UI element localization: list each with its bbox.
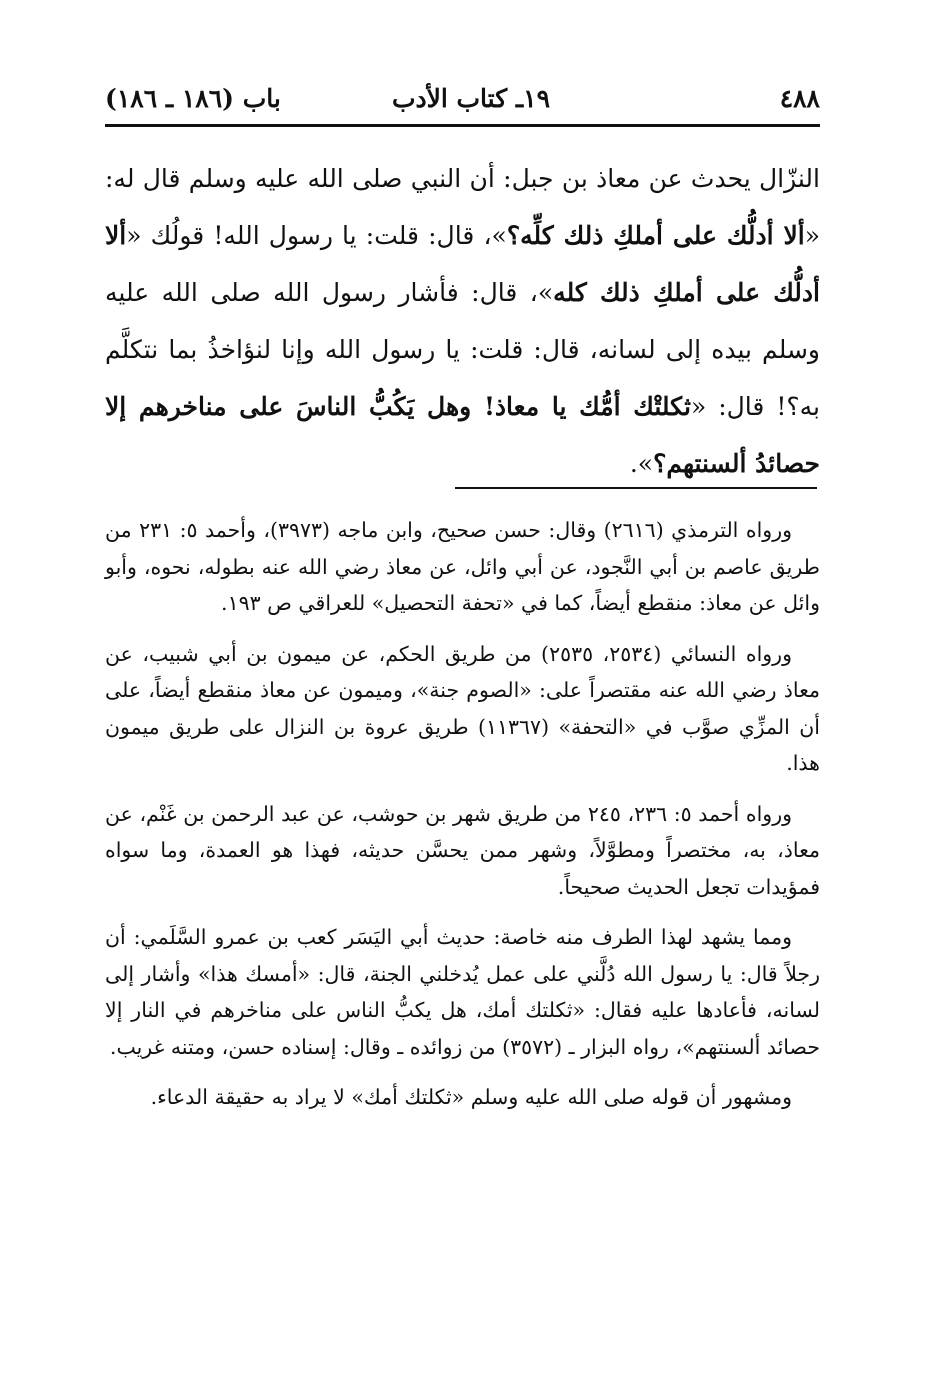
footnote-paragraph: ورواه أحمد ٥: ٢٣٦، ٢٤٥ من طريق شهر بن حوشب، عن عبد الرحمن بن غَنْم، عن معاذ، به، مختصراً ومطوَّلاً، وشهر ممن يحسَّن حديثه، فهذا هو العمدة، وما سواه فمؤيدات تجعل الحديث صحيحاً. (105, 801, 820, 899)
running-header (105, 80, 820, 120)
footnote-paragraph: ورواه النسائي (٢٥٣٤، ٢٥٣٥) من طريق الحكم، عن ميمون بن أبي شبيب، عن معاذ رضي الله عنه مقتصراً على: «الصوم جنة»، وميمون عن معاذ منقطع أيضاً، على أن المزِّي صوَّب في «التحفة» (١١٣٦٧) طريق عروة بن النزال على طريق ميمون هذا. (105, 641, 821, 775)
hadith-quote: ألا أدلُّك على أملكِ ذلك كله (105, 221, 821, 307)
hadith-quote: ألا أدلُّك على أملكِ ذلك كلِّه؟ (506, 221, 805, 250)
footnote-separator (455, 487, 817, 489)
main-text-segment: »، قال: فأشار رسول الله صلى الله عليه وسلم بيده إلى لسانه، قال: قلت: يا رسول الله وإنا لنؤاخذُ بما نتكلَّم به؟! قال: « (105, 278, 820, 421)
footnotes (105, 512, 820, 1130)
footnote-paragraph: ورواه الترمذي (٢٦١٦) وقال: حسن صحيح، وابن ماجه (٣٩٧٣)، وأحمد ٥: ٢٣١ من طريق عاصم بن أبي النَّجود، عن أبي وائل، عن معاذ رضي الله عنه بطوله، نحوه، وأبو وائل عن معاذ: منقطع أيضاً، كما في «تحفة التحصيل» للعراقي ص ١٩٣. (105, 518, 820, 615)
main-text-segment: »، قال: قلت: يا رسول الله! قولُك « (126, 221, 507, 250)
main-hadith-text (105, 150, 820, 492)
header-rule (105, 124, 820, 127)
chapter-range: باب (١٨٦ ـ ١٨٦) (105, 84, 281, 113)
page-number: ٤٨٨ (779, 84, 820, 113)
main-text-segment: ». (629, 449, 654, 478)
footnote-paragraph: ومشهور أن قوله صلى الله عليه وسلم «ثكلتك أمك» لا يراد به حقيقة الدعاء. (150, 1085, 792, 1109)
book-title: ١٩ـ كتاب الأدب (391, 84, 550, 113)
footnote-paragraph: ومما يشهد لهذا الطرف منه خاصة: حديث أبي اليَسَر كعب بن عمرو السَّلَمي: أن رجلاً قال: يا رسول الله دُلَّني على عمل يُدخلني الجنة، قال: «أمسك هذا» وأشار إلى لسانه، فأعادها عليه فقال: «ثكلتك أمك، هل يكبُّ الناس على مناخرهم في النار إلا حصائد ألسنتهم»، رواه البزار ـ (٣٥٧٢) من زوائده ـ وقال: إسناده حسن، ومتنه غريب. (105, 925, 820, 1059)
hadith-quote: ثكلتْك أمُّك يا معاذ! وهل يَكُبُّ الناسَ على مناخرهم إلا حصائدُ ألسنتهم؟ (105, 392, 820, 478)
main-text-segment: النزّال يحدث عن معاذ بن جبل: أن النبي صلى الله عليه وسلم قال له: « (105, 164, 821, 250)
